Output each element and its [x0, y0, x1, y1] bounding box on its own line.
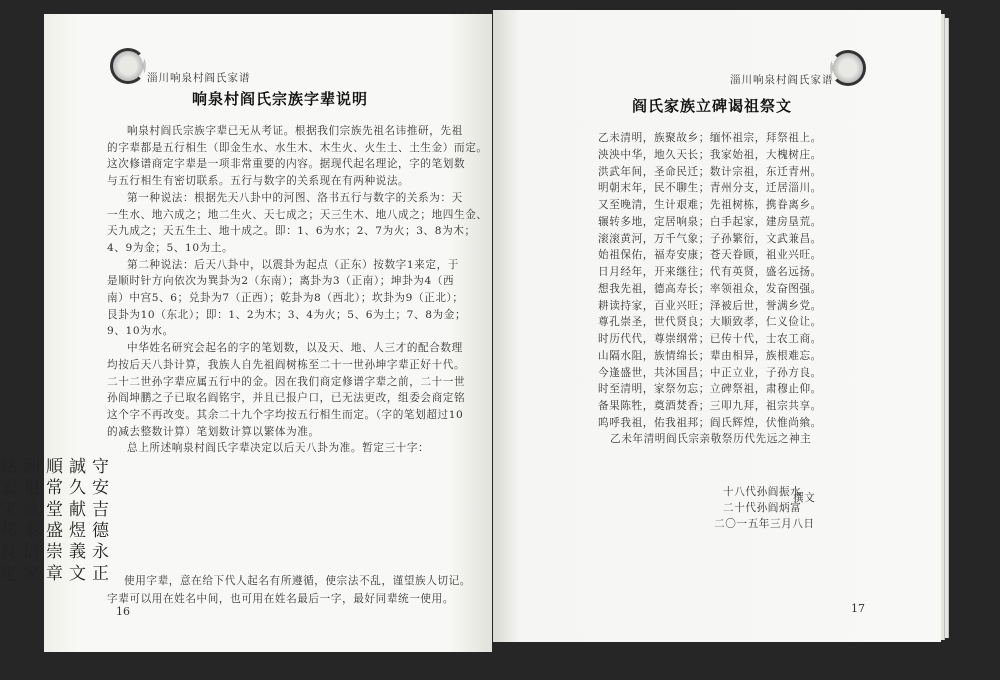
- body-line: 的减去整数计算）笔划数计算以繁体为准。: [107, 425, 320, 438]
- running-header-left: 淄川响泉村阎氏家谱: [147, 72, 251, 84]
- body-line: 天九成之；天五生土、地十成之。即：1、6为水；2、7为火；3、8为木；: [107, 225, 476, 238]
- dedication-line: 乙未年清明阎氏宗亲敬祭历代先远之神主: [610, 433, 812, 445]
- body-line: 这次修谱商定字辈是一项非常重要的内容。据现代起名理论，字的笔划数: [107, 158, 466, 171]
- body-line: 9、10为水。: [107, 325, 174, 338]
- body-line: 一生水、地六成之；地二生火、天七成之；天三生木、地八成之；地四生金、: [107, 208, 488, 221]
- body-line: 与五行相生有密切联系。五行与数字的关系现在有两种说法。: [107, 175, 410, 188]
- family-emblem-logo: [110, 48, 146, 84]
- body-line: 第一种说法：根据先天八卦中的河图、洛书五行与数字的关系为：天: [127, 191, 463, 204]
- family-emblem-logo: [830, 50, 866, 86]
- page-title-left: 响泉村阎氏宗族字辈说明: [192, 90, 369, 108]
- body-line: 中华姓名研究会起名的字的笔划数，以及天、地、人三才的配合数理: [127, 342, 463, 355]
- verse-line: 想我先祖，德高寿长；率领祖众，发奋图强。: [598, 282, 822, 295]
- running-header-right: 淄川响泉村阎氏家谱: [730, 74, 834, 86]
- verse-line: 洪武年间，圣命民迁；数计宗祖，东迁青州。: [598, 165, 822, 178]
- page-number-left: 16: [116, 605, 130, 618]
- closing-line: 字辈可以用在姓名中间，也可用在姓名最后一字，最好同辈统一使用。: [107, 592, 455, 605]
- generation-row: 邦泰盛煜德: [0, 520, 115, 541]
- verse-line: 泱泱中华，地久天长；我家始祖，大槐树庄。: [598, 148, 822, 161]
- body-line: 是顺时针方向依次为巽卦为2（东南）；离卦为3（正南）；坤卦为4（西: [107, 275, 455, 288]
- generation-row: 宏祖常久安: [0, 478, 115, 499]
- date-line: 二〇一五年三月八日: [714, 518, 815, 530]
- body-line: 二十二世孙字辈应属五行中的金。因在我们商定修谱字辈之前，二十一世: [107, 375, 466, 388]
- verse-line: 滚滚黄河，万千气象；子孙繁衍，文武兼昌。: [598, 232, 822, 245]
- verse-line: 时历代代，尊崇纲常；已传十代，士农工商。: [598, 333, 822, 345]
- body-line: 这个字不再改变。其余二十九个字均按五行相生而定。（字的笔划超过10: [107, 408, 464, 421]
- body-line: 均按后天八卦计算，我族人自先祖阎树栋至二十一世孙坤字辈正好十代。: [107, 358, 466, 371]
- verse-line: 辗转多地，定居响泉；白手起家，建房垦荒。: [598, 215, 822, 228]
- verse-line: 乙未清明，族聚故乡；缅怀祖宗，拜祭祖上。: [598, 132, 822, 144]
- generation-row: 銘洲順誠守: [0, 457, 115, 477]
- verse-line: 尊孔崇圣，世代贤良；大顺致孝，仁义俭让。: [598, 316, 822, 329]
- body-line: 的字辈都是五行相生（即金生水、水生木、木生火、火生土、土生金）而定。: [107, 141, 488, 154]
- body-line: 孙阎坤鹏之子已取名阎铭宇，并且已报户口，已无法更改，组委会商定铭: [107, 392, 466, 405]
- body-line: 总上所述响泉村阎氏字辈决定以后天八卦为准。暂定三十字：: [127, 442, 430, 455]
- verse-line: 日月经年，开来继往；代有英贤，盛名远扬。: [598, 266, 822, 278]
- verse-line: 时至清明，家祭勿忘；立碑祭祖，肃穆止仰。: [598, 383, 822, 396]
- generation-row: 良信崇義永: [0, 542, 115, 563]
- page-edges: [945, 18, 949, 638]
- verse-line: 始祖保佑，福寿安康；苍天眷顾，祖业兴旺。: [598, 249, 822, 262]
- page-title-right: 阎氏家族立碑谒祖祭文: [632, 97, 793, 115]
- author-suffix: 撰文: [793, 492, 816, 504]
- closing-line: 使用字辈，意在给下代人起名有所遵循，使宗法不乱，谨望族人切记。: [124, 575, 472, 587]
- generation-row: 定家章文正: [0, 563, 115, 584]
- author-line: 二十代孙阎炳富: [723, 502, 802, 514]
- verse-line: 又至晚清，生计艰难；先祖树栋，携眷离乡。: [598, 199, 822, 211]
- body-line: 艮卦为10（东北）；即：1、2为木；3、4为火；5、6为土；7、8为金；: [107, 308, 467, 321]
- body-line: 响泉村阎氏宗族字辈已无从考证。根据我们宗族先祖名讳推研，先祖: [127, 125, 463, 137]
- author-line: 十八代孙阎振水: [723, 486, 802, 498]
- verse-line: 备果陈牲，奠酒焚香；三叩九拜，祖宗共享。: [598, 400, 822, 412]
- verse-line: 今逢盛世，共沐国昌；中正立业，子孙方良。: [598, 366, 822, 379]
- verse-line: 耕读持家，百业兴旺；泽被后世，誉满乡党。: [598, 299, 822, 312]
- verse-line: 明朝末年，民不聊生；青州分支，迁居淄川。: [598, 182, 822, 195]
- body-line: 4、9为金；5、10为土。: [107, 241, 234, 254]
- page-number-right: 17: [851, 602, 865, 615]
- body-line: 第二种说法：后天八卦中，以震卦为起点（正东）按数字1来定，于: [127, 258, 459, 271]
- verse-line: 山隔水阻，族情绵长；辈由相异，族根难忘。: [598, 349, 822, 362]
- verse-line: 呜呼我祖，佑我祖邦；阎氏辉煌，伏惟尚飨。: [598, 416, 822, 429]
- generation-row: 宝泳堂献吉: [0, 499, 115, 520]
- body-line: 南）中宫5、6；兑卦为7（正西）；乾卦为8（西北）；坎卦为9（正北）；: [107, 292, 464, 304]
